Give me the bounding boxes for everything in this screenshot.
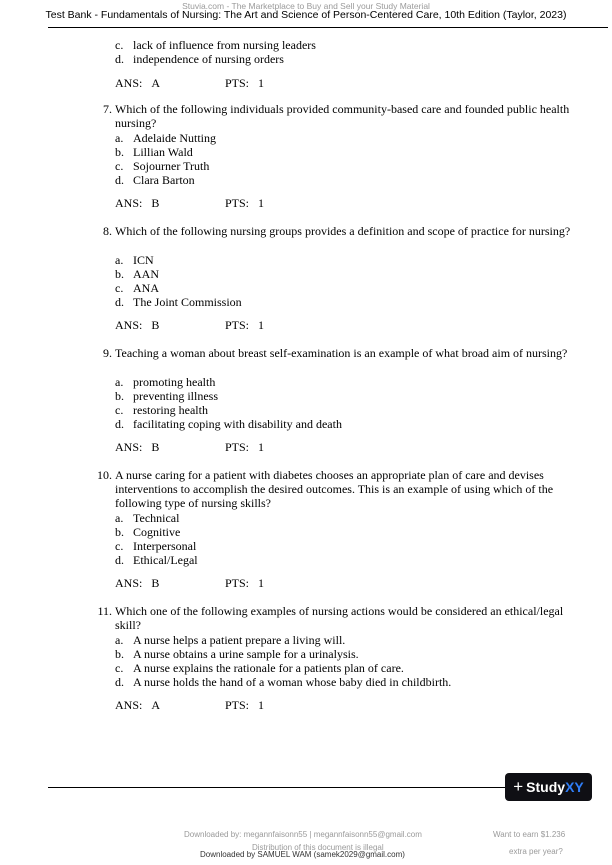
studyxy-brand-badge[interactable] [505, 773, 592, 801]
option-text: facilitating coping with disability and death [133, 416, 342, 431]
answer-label: ANS: A [115, 698, 161, 712]
question-number: 9. [103, 346, 112, 360]
option-text: A nurse obtains a urine sample for a urinalysis. [133, 646, 359, 661]
answer-label: ANS: B [115, 318, 160, 332]
option-text: Lillian Wald [133, 144, 193, 159]
earn-promo-line2[interactable]: extra per year? [509, 847, 563, 856]
plus-icon: + [513, 777, 524, 796]
option-text: Sojourner Truth [133, 158, 210, 173]
running-header-title: Test Bank - Fundamentals of Nursing: The Art and Science of Person-Centered Care, 10th Edition (Taylor, 2023) [45, 9, 567, 21]
option-letter: c. [115, 158, 124, 173]
option-letter: b. [115, 388, 124, 403]
option-text: The Joint Commission [133, 294, 242, 309]
option-letter: b. [115, 266, 124, 281]
option-letter: c. [115, 538, 124, 553]
footer-divider [48, 787, 506, 788]
option-text: Clara Barton [133, 172, 195, 187]
option-letter: d. [115, 294, 124, 309]
option-letter: b. [115, 646, 124, 661]
points-label: PTS: 1 [225, 576, 265, 590]
question-stem: Which one of the following examples of nursing actions would be considered an ethical/legal skill? [115, 604, 564, 633]
earn-promo-line1[interactable]: Want to earn $1.236 [493, 830, 566, 839]
option-letter: b. [115, 144, 124, 159]
option-letter: a. [115, 374, 124, 389]
option-text: ANA [133, 280, 159, 295]
question-stem: Which of the following nursing groups provides a definition and scope of practice for nursing? [115, 224, 571, 238]
option-text: preventing illness [133, 388, 218, 403]
option-text: lack of influence from nursing leaders [133, 38, 316, 52]
answer-label: ANS: B [115, 576, 160, 590]
points-label: PTS: 1 [225, 440, 265, 454]
option-text: Ethical/Legal [133, 552, 198, 567]
stuvia-watermark: Stuvia.com - The Marketplace to Buy and Sell your Study Material [182, 1, 430, 11]
brand-name: Study [526, 779, 566, 795]
option-letter: d. [115, 552, 124, 567]
option-letter: a. [115, 130, 124, 145]
answer-label: ANS: B [115, 196, 160, 210]
option-letter: c. [115, 280, 124, 295]
option-text: A nurse holds the hand of a woman whose baby died in childbirth. [133, 674, 452, 689]
points-label: PTS: 1 [225, 196, 265, 210]
option-letter: a. [115, 510, 124, 525]
distribution-notice: Distribution of this document is illegal [252, 843, 384, 852]
option-letter: d. [115, 674, 124, 689]
header-divider [48, 27, 608, 28]
answer-label: ANS: B [115, 440, 160, 454]
option-text: A nurse explains the rationale for a patients plan of care. [133, 660, 404, 675]
option-text: promoting health [133, 374, 216, 389]
downloaded-by-notice: Downloaded by: megannfaisonn55 | megannfaisonn55@gmail.com [184, 830, 422, 839]
option-text: independence of nursing orders [133, 52, 284, 66]
option-text: ICN [133, 252, 154, 267]
question-number: 8. [103, 224, 112, 238]
points-label: PTS: 1 [225, 318, 265, 332]
option-text: restoring health [133, 402, 208, 417]
option-text: A nurse helps a patient prepare a living will. [133, 632, 346, 647]
question-number: 10. [97, 468, 112, 482]
option-letter: c. [115, 660, 124, 675]
option-letter: d. [115, 416, 124, 431]
brand-suffix: XY [565, 779, 584, 795]
points-label: PTS: 1 [225, 698, 265, 712]
question-number: 11. [97, 604, 112, 618]
option-text: Adelaide Nutting [133, 130, 216, 145]
question-stem: Which of the following individuals provided community-based care and founded public health nursing? [115, 102, 570, 131]
option-text: Technical [133, 510, 180, 525]
option-letter: d. [115, 172, 124, 187]
question-stem: Teaching a woman about breast self-examination is an example of what broad aim of nursing? [115, 346, 568, 360]
option-letter: d. [115, 52, 124, 66]
option-letter: b. [115, 524, 124, 539]
question-number: 7. [103, 102, 112, 116]
points-label: PTS: 1 [225, 76, 265, 90]
option-letter: a. [115, 252, 124, 267]
option-text: AAN [133, 266, 159, 281]
option-text: Interpersonal [133, 538, 197, 553]
question-stem: A nurse caring for a patient with diabetes chooses an appropriate plan of care and devises interventions to accomplish the desired outcomes. This is an example of using which of the following type of nursing skills? [115, 468, 554, 511]
answer-label: ANS: A [115, 76, 161, 90]
option-text: Cognitive [133, 524, 181, 539]
option-letter: c. [115, 402, 124, 417]
option-letter: c. [115, 38, 124, 52]
downloaded-by-notice-2: Downloaded by SAMUEL WAM (samek2029@gmail.com) [200, 850, 405, 859]
option-letter: a. [115, 632, 124, 647]
